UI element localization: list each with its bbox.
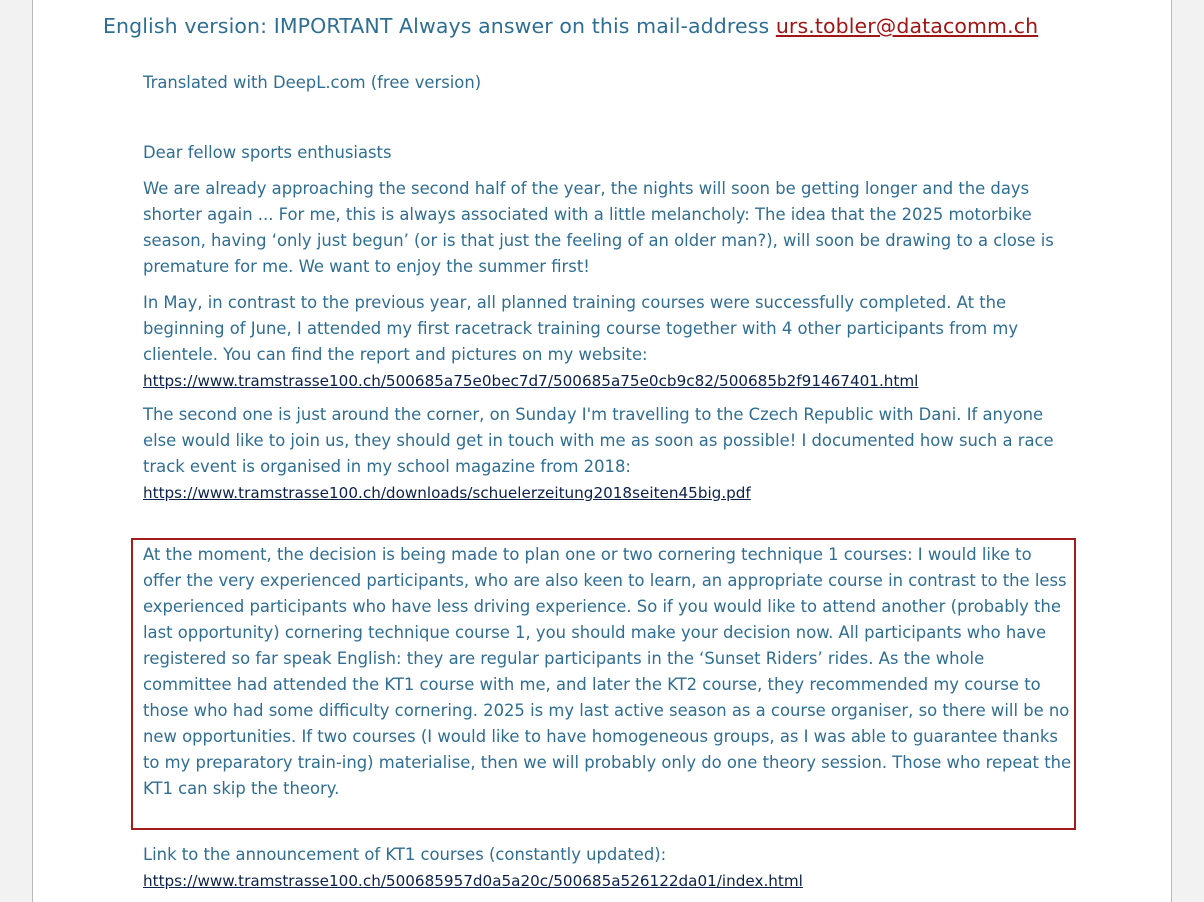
greeting-text: Dear fellow sports enthusiasts [143, 143, 392, 162]
greeting [143, 140, 1073, 166]
paragraph-announcement-text: Link to the announcement of KT1 courses (constantly updated): [143, 845, 667, 864]
paragraph-training-text: In May, in contrast to the previous year, all planned training courses were successfully completed. At the beginning of June, I attended my first racetrack training course together with 4 other participants from my clientele. You can find the report and pictures on my website: [143, 293, 1019, 364]
header-text: English version: IMPORTANT Always answer on this mail-address [103, 14, 776, 38]
email-link[interactable]: urs.tobler@datacomm.ch [775, 14, 1039, 38]
paragraph-czech-text: The second one is just around the corner, on Sunday I'm travelling to the Czech Republic with Dani. If anyone else would like to join us, they should get in touch with me as soon as possible! I documented how such a race track event is organised in my school magazine from 2018: [143, 405, 1054, 476]
paragraph-courses-text: At the moment, the decision is being made to plan one or two cornering technique 1 courses: I would like to offer the very experienced participants, who are also keen to learn, an appropriate course in contrast to the less experienced participants who have less driving experience. So if you would like to attend another (probably the last opportunity) cornering technique course 1, you should make your decision now. All participants who have registered so far speak English: they are regular participants in the ‘Sunset Riders’ rides. As the whole committee had attended the KT1 course with me, and later the KT2 course, they recommended my course to those who had some difficulty cornering. 2025 is my last active season as a course organiser, so there will be no new opportunities. If two courses (I would like to have homogeneous groups, as I was able to guarantee thanks to my preparatory train-ing) materialise, then we will probably only do one theory session. Those who repeat the KT1 can skip the theory. [143, 545, 1072, 798]
paragraph-intro-text: We are already approaching the second half of the year, the nights will soon be getting longer and the days shorter again ... For me, this is always associated with a little melancholy: The idea that the 2025 motorbike season, having ‘only just begun’ (or is that just the feeling of an older man?), will soon be drawing to a close is premature for me. We want to enjoy the summer first! [143, 179, 1054, 276]
paragraph-courses [143, 542, 1073, 802]
magazine-link[interactable]: https://www.tramstrasse100.ch/downloads/schuelerzeitung2018seiten45big.pdf [143, 484, 751, 502]
header-line [103, 14, 1038, 38]
paragraph-intro [143, 176, 1073, 280]
paragraph-announcement [143, 842, 1073, 894]
paragraph-czech [143, 402, 1073, 506]
document-page [32, 0, 1172, 902]
translation-note-text: Translated with DeepL.com (free version) [143, 73, 482, 92]
paragraph-training [143, 290, 1073, 394]
report-link[interactable]: https://www.tramstrasse100.ch/500685a75e0bec7d7/500685a75e0cb9c82/500685b2f91467401.html [143, 372, 919, 390]
announcement-link[interactable]: https://www.tramstrasse100.ch/500685957d0a5a20c/500685a526122da01/index.html [143, 872, 803, 890]
translation-note [143, 70, 1073, 96]
